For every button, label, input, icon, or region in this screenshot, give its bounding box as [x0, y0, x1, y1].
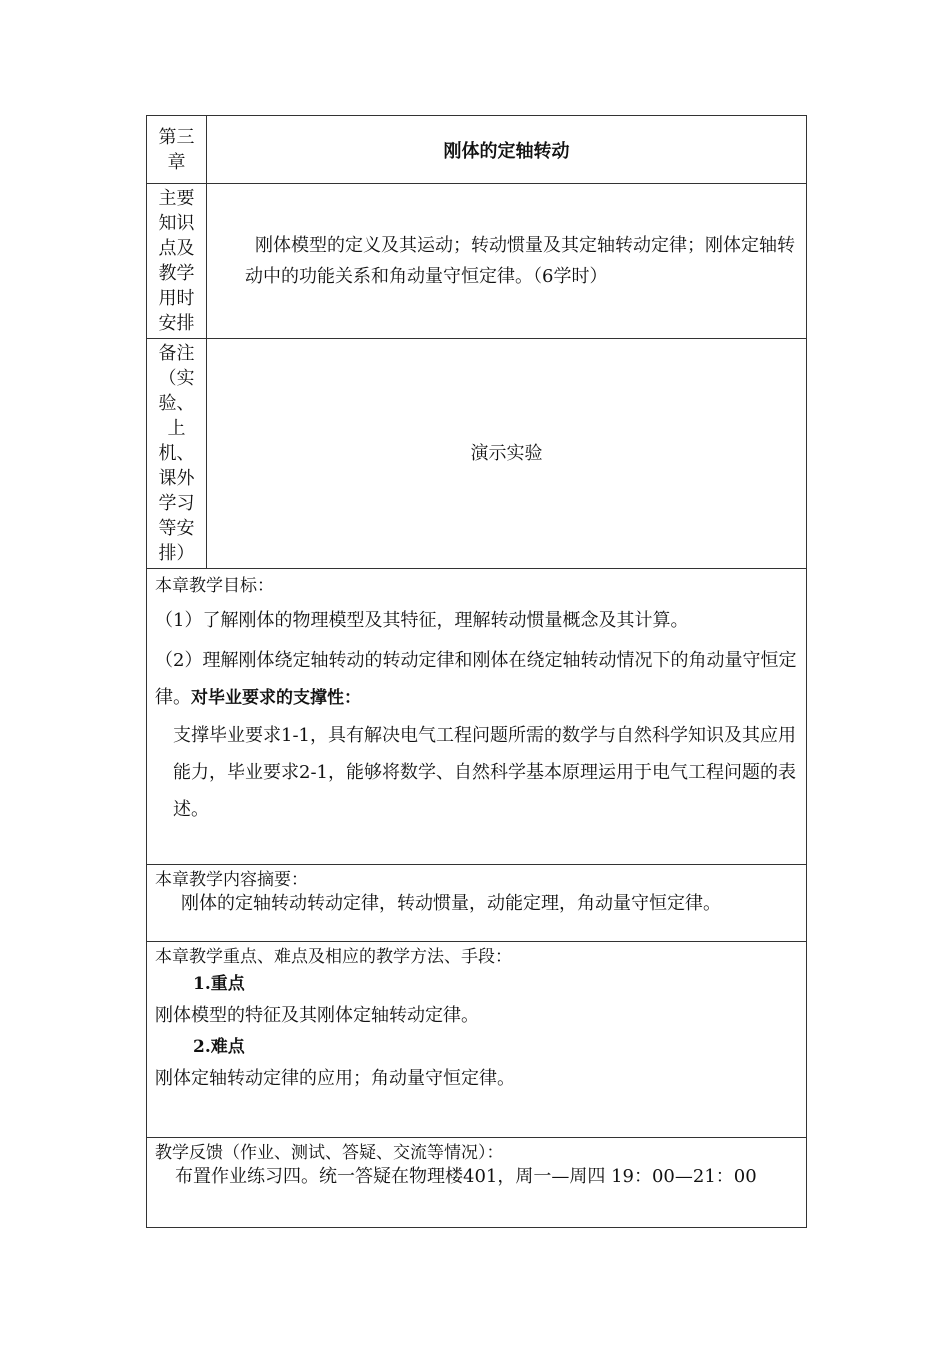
- chapter-row: [147, 116, 807, 184]
- keypoints-row: [147, 942, 807, 1138]
- notes-label-cell: [147, 339, 207, 569]
- knowledge-text: 刚体模型的定义及其运动；转动惯量及其定轴转动定律；刚体定轴转动中的功能关系和角动量守恒定律。（6学时）: [245, 235, 795, 287]
- notes-content-cell: [207, 339, 807, 569]
- knowledge-row: [147, 184, 807, 339]
- objective-item-1: （1）了解刚体的物理模型及其特征，理解转动惯量概念及其计算。: [155, 610, 689, 631]
- feedback-cell: [147, 1138, 807, 1228]
- objective-item-2: [155, 642, 798, 717]
- focus-text: 刚体模型的特征及其刚体定轴转动定律。: [155, 1005, 479, 1026]
- chapter-title: 刚体的定轴转动: [207, 116, 807, 184]
- notes-row: [147, 339, 807, 569]
- summary-row: [147, 865, 807, 942]
- notes-text: 演示实验: [470, 443, 543, 464]
- feedback-text: 布置作业练习四。统一答疑在物理楼401，周一—周四 19：00—21：00: [175, 1166, 757, 1187]
- chapter-label: 第三章: [158, 126, 195, 173]
- focus-title: 1.重点: [193, 974, 245, 994]
- keypoints-heading: 本章教学重点、难点及相应的教学方法、手段：: [155, 947, 512, 967]
- feedback-heading: 教学反馈（作业、测试、答疑、交流等情况）：: [155, 1143, 504, 1163]
- objective-item-2-text: （2）理解刚体绕定轴转动的转动定律和刚体在绕定轴转动情况下的角动量守恒定律。: [155, 650, 797, 708]
- teaching-plan-table: [146, 115, 807, 1228]
- difficulty-title: 2.难点: [193, 1037, 245, 1057]
- notes-label: 备注（实验、上机、课外学习等安排）: [158, 343, 195, 564]
- support-text: 支撑毕业要求1-1，具有解决电气工程问题所需的数学与自然科学知识及其应用能力，毕业要求2-1，能够将数学、自然科学基本原理运用于电气工程问题的表述。: [173, 725, 796, 820]
- difficulty-text: 刚体定轴转动定律的应用；角动量守恒定律。: [155, 1068, 515, 1089]
- summary-cell: [147, 865, 807, 942]
- chapter-label-cell: [147, 116, 207, 184]
- objectives-heading: 本章教学目标：: [155, 576, 274, 596]
- objectives-row: [147, 569, 807, 865]
- summary-heading: 本章教学内容摘要：: [155, 870, 308, 890]
- support-heading: 对毕业要求的支撑性：: [191, 688, 361, 708]
- knowledge-label: 主要知识点及教学用时安排: [158, 188, 195, 334]
- keypoints-cell: [147, 942, 807, 1138]
- knowledge-label-cell: [147, 184, 207, 339]
- summary-text: 刚体的定轴转动转动定律，转动惯量，动能定理，角动量守恒定律。: [181, 893, 721, 914]
- objectives-cell: [147, 569, 807, 865]
- knowledge-content-cell: [207, 184, 807, 339]
- feedback-row: [147, 1138, 807, 1228]
